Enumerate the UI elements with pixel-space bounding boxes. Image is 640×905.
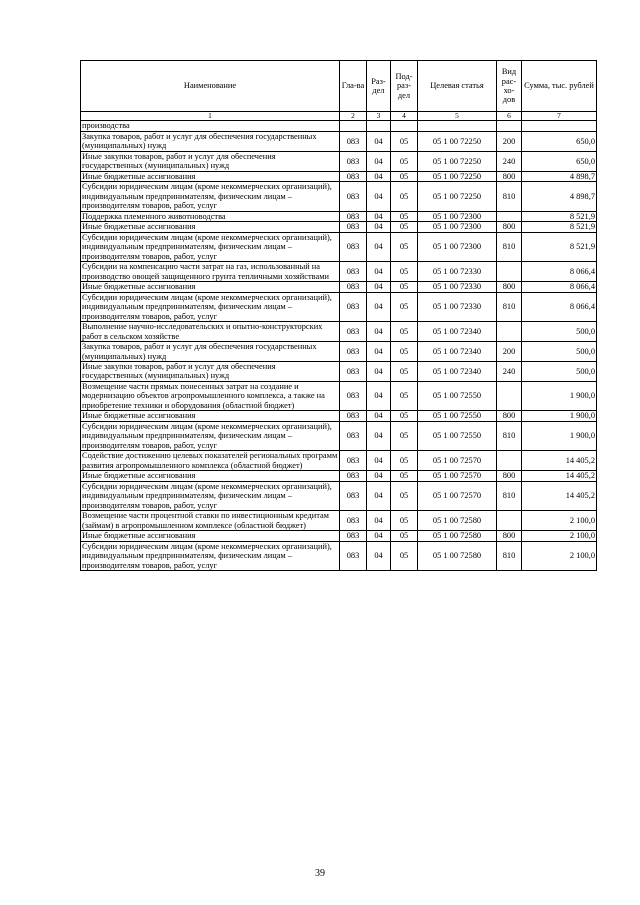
row-subsection-cell: 05 (391, 171, 418, 181)
row-chapter-cell: 083 (340, 151, 367, 171)
table-row (81, 381, 597, 410)
row-chapter-cell: 083 (340, 541, 367, 570)
row-chapter-cell: 083 (340, 262, 367, 282)
row-section-cell (367, 121, 391, 131)
table-row (81, 182, 597, 211)
row-section-cell: 04 (367, 182, 391, 211)
row-target-article-cell: 05 1 00 72340 (418, 361, 497, 381)
row-amount-cell: 14 405,2 (522, 471, 597, 481)
row-expense-type-cell: 200 (497, 131, 522, 151)
table-row (81, 451, 597, 471)
row-chapter-cell: 083 (340, 322, 367, 342)
row-expense-type-cell: 800 (497, 531, 522, 541)
row-expense-type-cell: 800 (497, 411, 522, 421)
row-chapter-cell: 083 (340, 381, 367, 410)
table-row (81, 262, 597, 282)
table-body (81, 121, 597, 571)
row-chapter-cell: 083 (340, 411, 367, 421)
row-name-cell: производства (81, 121, 340, 131)
row-section-cell: 04 (367, 342, 391, 362)
row-expense-type-cell (497, 121, 522, 131)
row-section-cell: 04 (367, 481, 391, 510)
row-section-cell: 04 (367, 222, 391, 232)
column-number: 3 (367, 112, 391, 121)
row-subsection-cell (391, 121, 418, 131)
header-expense-type: Вид рас-хо-дов (497, 61, 522, 112)
row-subsection-cell: 05 (391, 541, 418, 570)
row-target-article-cell: 05 1 00 72340 (418, 322, 497, 342)
table-row (81, 322, 597, 342)
table-row (81, 541, 597, 570)
row-subsection-cell: 05 (391, 222, 418, 232)
table-row (81, 211, 597, 221)
table-row (81, 292, 597, 321)
table-row (81, 421, 597, 450)
row-chapter-cell: 083 (340, 222, 367, 232)
row-name-cell: Субсидии юридическим лицам (кроме некоммерческих организаций), индивидуальным предпринимателям, физическим лицам – производителям товаров, работ, услуг (81, 292, 340, 321)
row-section-cell: 04 (367, 541, 391, 570)
row-subsection-cell: 05 (391, 292, 418, 321)
row-section-cell: 04 (367, 262, 391, 282)
row-section-cell: 04 (367, 292, 391, 321)
row-name-cell: Содействие достижению целевых показателей региональных программ развития агропромышленного комплекса (областной бюджет) (81, 451, 340, 471)
row-amount-cell: 2 100,0 (522, 541, 597, 570)
row-chapter-cell: 083 (340, 471, 367, 481)
row-name-cell: Иные бюджетные ассигнования (81, 411, 340, 421)
row-expense-type-cell (497, 211, 522, 221)
table-row (81, 232, 597, 261)
row-target-article-cell: 05 1 00 72250 (418, 131, 497, 151)
row-chapter-cell: 083 (340, 531, 367, 541)
row-amount-cell: 8 521,9 (522, 222, 597, 232)
row-amount-cell: 650,0 (522, 131, 597, 151)
row-subsection-cell: 05 (391, 342, 418, 362)
row-name-cell: Иные закупки товаров, работ и услуг для обеспечения государственных (муниципальных) нужд (81, 151, 340, 171)
row-name-cell: Иные бюджетные ассигнования (81, 171, 340, 181)
row-amount-cell: 8 066,4 (522, 292, 597, 321)
row-target-article-cell: 05 1 00 72300 (418, 211, 497, 221)
table-row (81, 411, 597, 421)
row-target-article-cell: 05 1 00 72300 (418, 222, 497, 232)
row-expense-type-cell: 800 (497, 171, 522, 181)
row-expense-type-cell: 240 (497, 151, 522, 171)
row-target-article-cell: 05 1 00 72250 (418, 171, 497, 181)
row-expense-type-cell: 810 (497, 182, 522, 211)
row-name-cell: Иные бюджетные ассигнования (81, 282, 340, 292)
row-subsection-cell: 05 (391, 182, 418, 211)
row-name-cell: Субсидии юридическим лицам (кроме некоммерческих организаций), индивидуальным предпринимателям, физическим лицам – производителям товаров, работ, услуг (81, 481, 340, 510)
row-name-cell: Закупка товаров, работ и услуг для обеспечения государственных (муниципальных) нужд (81, 342, 340, 362)
row-amount-cell: 500,0 (522, 361, 597, 381)
row-amount-cell: 14 405,2 (522, 481, 597, 510)
row-subsection-cell: 05 (391, 211, 418, 221)
row-name-cell: Возмещение части процентной ставки по инвестиционным кредитам (займам) в агропромышленном комплексе (областной бюджет) (81, 511, 340, 531)
row-subsection-cell: 05 (391, 262, 418, 282)
row-amount-cell: 2 100,0 (522, 511, 597, 531)
row-subsection-cell: 05 (391, 282, 418, 292)
column-number-row (81, 112, 597, 121)
row-amount-cell: 650,0 (522, 151, 597, 171)
row-target-article-cell: 05 1 00 72580 (418, 531, 497, 541)
header-amount: Сумма, тыс. рублей (522, 61, 597, 112)
row-section-cell: 04 (367, 381, 391, 410)
row-chapter-cell: 083 (340, 342, 367, 362)
row-chapter-cell: 083 (340, 171, 367, 181)
row-amount-cell: 8 066,4 (522, 282, 597, 292)
table-row (81, 222, 597, 232)
row-target-article-cell (418, 121, 497, 131)
header-name: Наименование (81, 61, 340, 112)
row-target-article-cell: 05 1 00 72550 (418, 381, 497, 410)
row-target-article-cell: 05 1 00 72570 (418, 481, 497, 510)
header-subsection: Под-раз-дел (391, 61, 418, 112)
column-number: 7 (522, 112, 597, 121)
column-number: 2 (340, 112, 367, 121)
row-amount-cell: 500,0 (522, 322, 597, 342)
row-subsection-cell: 05 (391, 361, 418, 381)
table-row (81, 151, 597, 171)
row-section-cell: 04 (367, 282, 391, 292)
row-target-article-cell: 05 1 00 72330 (418, 282, 497, 292)
row-expense-type-cell: 800 (497, 282, 522, 292)
row-section-cell: 04 (367, 471, 391, 481)
row-target-article-cell: 05 1 00 72300 (418, 232, 497, 261)
row-expense-type-cell: 810 (497, 541, 522, 570)
header-row (81, 61, 597, 112)
row-subsection-cell: 05 (391, 531, 418, 541)
row-target-article-cell: 05 1 00 72570 (418, 451, 497, 471)
row-expense-type-cell: 810 (497, 232, 522, 261)
row-chapter-cell: 083 (340, 451, 367, 471)
row-section-cell: 04 (367, 211, 391, 221)
row-amount-cell: 8 521,9 (522, 232, 597, 261)
row-target-article-cell: 05 1 00 72250 (418, 151, 497, 171)
row-amount-cell: 4 898,7 (522, 182, 597, 211)
row-name-cell: Субсидии юридическим лицам (кроме некоммерческих организаций), индивидуальным предпринимателям, физическим лицам – производителям товаров, работ, услуг (81, 541, 340, 570)
table-row (81, 531, 597, 541)
row-target-article-cell: 05 1 00 72250 (418, 182, 497, 211)
row-section-cell: 04 (367, 531, 391, 541)
row-section-cell: 04 (367, 411, 391, 421)
row-subsection-cell: 05 (391, 131, 418, 151)
row-chapter-cell: 083 (340, 481, 367, 510)
row-target-article-cell: 05 1 00 72550 (418, 421, 497, 450)
row-expense-type-cell (497, 322, 522, 342)
row-amount-cell: 1 900,0 (522, 381, 597, 410)
row-chapter-cell: 083 (340, 182, 367, 211)
table-row (81, 121, 597, 131)
column-number: 5 (418, 112, 497, 121)
row-subsection-cell: 05 (391, 411, 418, 421)
table-row (81, 171, 597, 181)
row-chapter-cell (340, 121, 367, 131)
row-chapter-cell: 083 (340, 361, 367, 381)
header-chapter: Гла-ва (340, 61, 367, 112)
row-name-cell: Субсидии юридическим лицам (кроме некоммерческих организаций), индивидуальным предпринимателям, физическим лицам – производителям товаров, работ, услуг (81, 182, 340, 211)
row-expense-type-cell (497, 381, 522, 410)
row-amount-cell: 1 900,0 (522, 421, 597, 450)
row-section-cell: 04 (367, 361, 391, 381)
row-subsection-cell: 05 (391, 322, 418, 342)
budget-table-container (80, 60, 596, 571)
row-expense-type-cell: 810 (497, 292, 522, 321)
row-subsection-cell: 05 (391, 421, 418, 450)
row-target-article-cell: 05 1 00 72570 (418, 471, 497, 481)
row-amount-cell: 4 898,7 (522, 171, 597, 181)
budget-table (80, 60, 597, 571)
row-name-cell: Иные закупки товаров, работ и услуг для обеспечения государственных (муниципальных) нужд (81, 361, 340, 381)
row-subsection-cell: 05 (391, 151, 418, 171)
row-name-cell: Поддержка племенного животноводства (81, 211, 340, 221)
row-section-cell: 04 (367, 421, 391, 450)
row-target-article-cell: 05 1 00 72580 (418, 541, 497, 570)
row-target-article-cell: 05 1 00 72580 (418, 511, 497, 531)
row-expense-type-cell: 810 (497, 421, 522, 450)
row-expense-type-cell: 240 (497, 361, 522, 381)
row-section-cell: 04 (367, 322, 391, 342)
row-section-cell: 04 (367, 511, 391, 531)
row-expense-type-cell: 810 (497, 481, 522, 510)
row-subsection-cell: 05 (391, 381, 418, 410)
row-amount-cell: 500,0 (522, 342, 597, 362)
row-amount-cell: 2 100,0 (522, 531, 597, 541)
row-expense-type-cell: 200 (497, 342, 522, 362)
table-row (81, 481, 597, 510)
row-subsection-cell: 05 (391, 232, 418, 261)
table-row (81, 511, 597, 531)
row-section-cell: 04 (367, 131, 391, 151)
row-amount-cell: 1 900,0 (522, 411, 597, 421)
row-section-cell: 04 (367, 232, 391, 261)
table-row (81, 342, 597, 362)
header-target-article: Целевая статья (418, 61, 497, 112)
column-number: 4 (391, 112, 418, 121)
row-amount-cell: 8 521,9 (522, 211, 597, 221)
column-number: 1 (81, 112, 340, 121)
row-chapter-cell: 083 (340, 292, 367, 321)
page-number: 39 (315, 868, 325, 879)
row-name-cell: Выполнение научно-исследовательских и опытно-конструкторских работ в сельском хозяйстве (81, 322, 340, 342)
row-chapter-cell: 083 (340, 131, 367, 151)
row-name-cell: Иные бюджетные ассигнования (81, 471, 340, 481)
row-name-cell: Возмещение части прямых понесенных затрат на создание и модернизацию объектов агропромышленного комплекса, а также на приобретение техники и оборудования (областной бюджет) (81, 381, 340, 410)
row-name-cell: Закупка товаров, работ и услуг для обеспечения государственных (муниципальных) нужд (81, 131, 340, 151)
row-chapter-cell: 083 (340, 211, 367, 221)
row-expense-type-cell (497, 511, 522, 531)
row-subsection-cell: 05 (391, 451, 418, 471)
row-name-cell: Иные бюджетные ассигнования (81, 222, 340, 232)
row-expense-type-cell (497, 262, 522, 282)
row-amount-cell: 14 405,2 (522, 451, 597, 471)
row-section-cell: 04 (367, 451, 391, 471)
row-name-cell: Субсидии юридическим лицам (кроме некоммерческих организаций), индивидуальным предпринимателям, физическим лицам – производителям товаров, работ, услуг (81, 232, 340, 261)
row-amount-cell (522, 121, 597, 131)
row-chapter-cell: 083 (340, 232, 367, 261)
table-row (81, 471, 597, 481)
row-expense-type-cell: 800 (497, 222, 522, 232)
table-row (81, 361, 597, 381)
row-target-article-cell: 05 1 00 72340 (418, 342, 497, 362)
row-subsection-cell: 05 (391, 481, 418, 510)
row-name-cell: Субсидии на компенсацию части затрат на газ, использованный на производство овощей защищенного грунта тепличными хозяйствами (81, 262, 340, 282)
row-amount-cell: 8 066,4 (522, 262, 597, 282)
header-section: Раз-дел (367, 61, 391, 112)
row-subsection-cell: 05 (391, 471, 418, 481)
row-target-article-cell: 05 1 00 72330 (418, 262, 497, 282)
row-name-cell: Иные бюджетные ассигнования (81, 531, 340, 541)
table-row (81, 282, 597, 292)
column-number: 6 (497, 112, 522, 121)
row-expense-type-cell (497, 451, 522, 471)
row-target-article-cell: 05 1 00 72330 (418, 292, 497, 321)
row-subsection-cell: 05 (391, 511, 418, 531)
row-name-cell: Субсидии юридическим лицам (кроме некоммерческих организаций), индивидуальным предпринимателям, физическим лицам – производителям товаров, работ, услуг (81, 421, 340, 450)
row-section-cell: 04 (367, 171, 391, 181)
table-row (81, 131, 597, 151)
row-expense-type-cell: 800 (497, 471, 522, 481)
row-chapter-cell: 083 (340, 511, 367, 531)
row-section-cell: 04 (367, 151, 391, 171)
row-target-article-cell: 05 1 00 72550 (418, 411, 497, 421)
row-chapter-cell: 083 (340, 282, 367, 292)
row-chapter-cell: 083 (340, 421, 367, 450)
